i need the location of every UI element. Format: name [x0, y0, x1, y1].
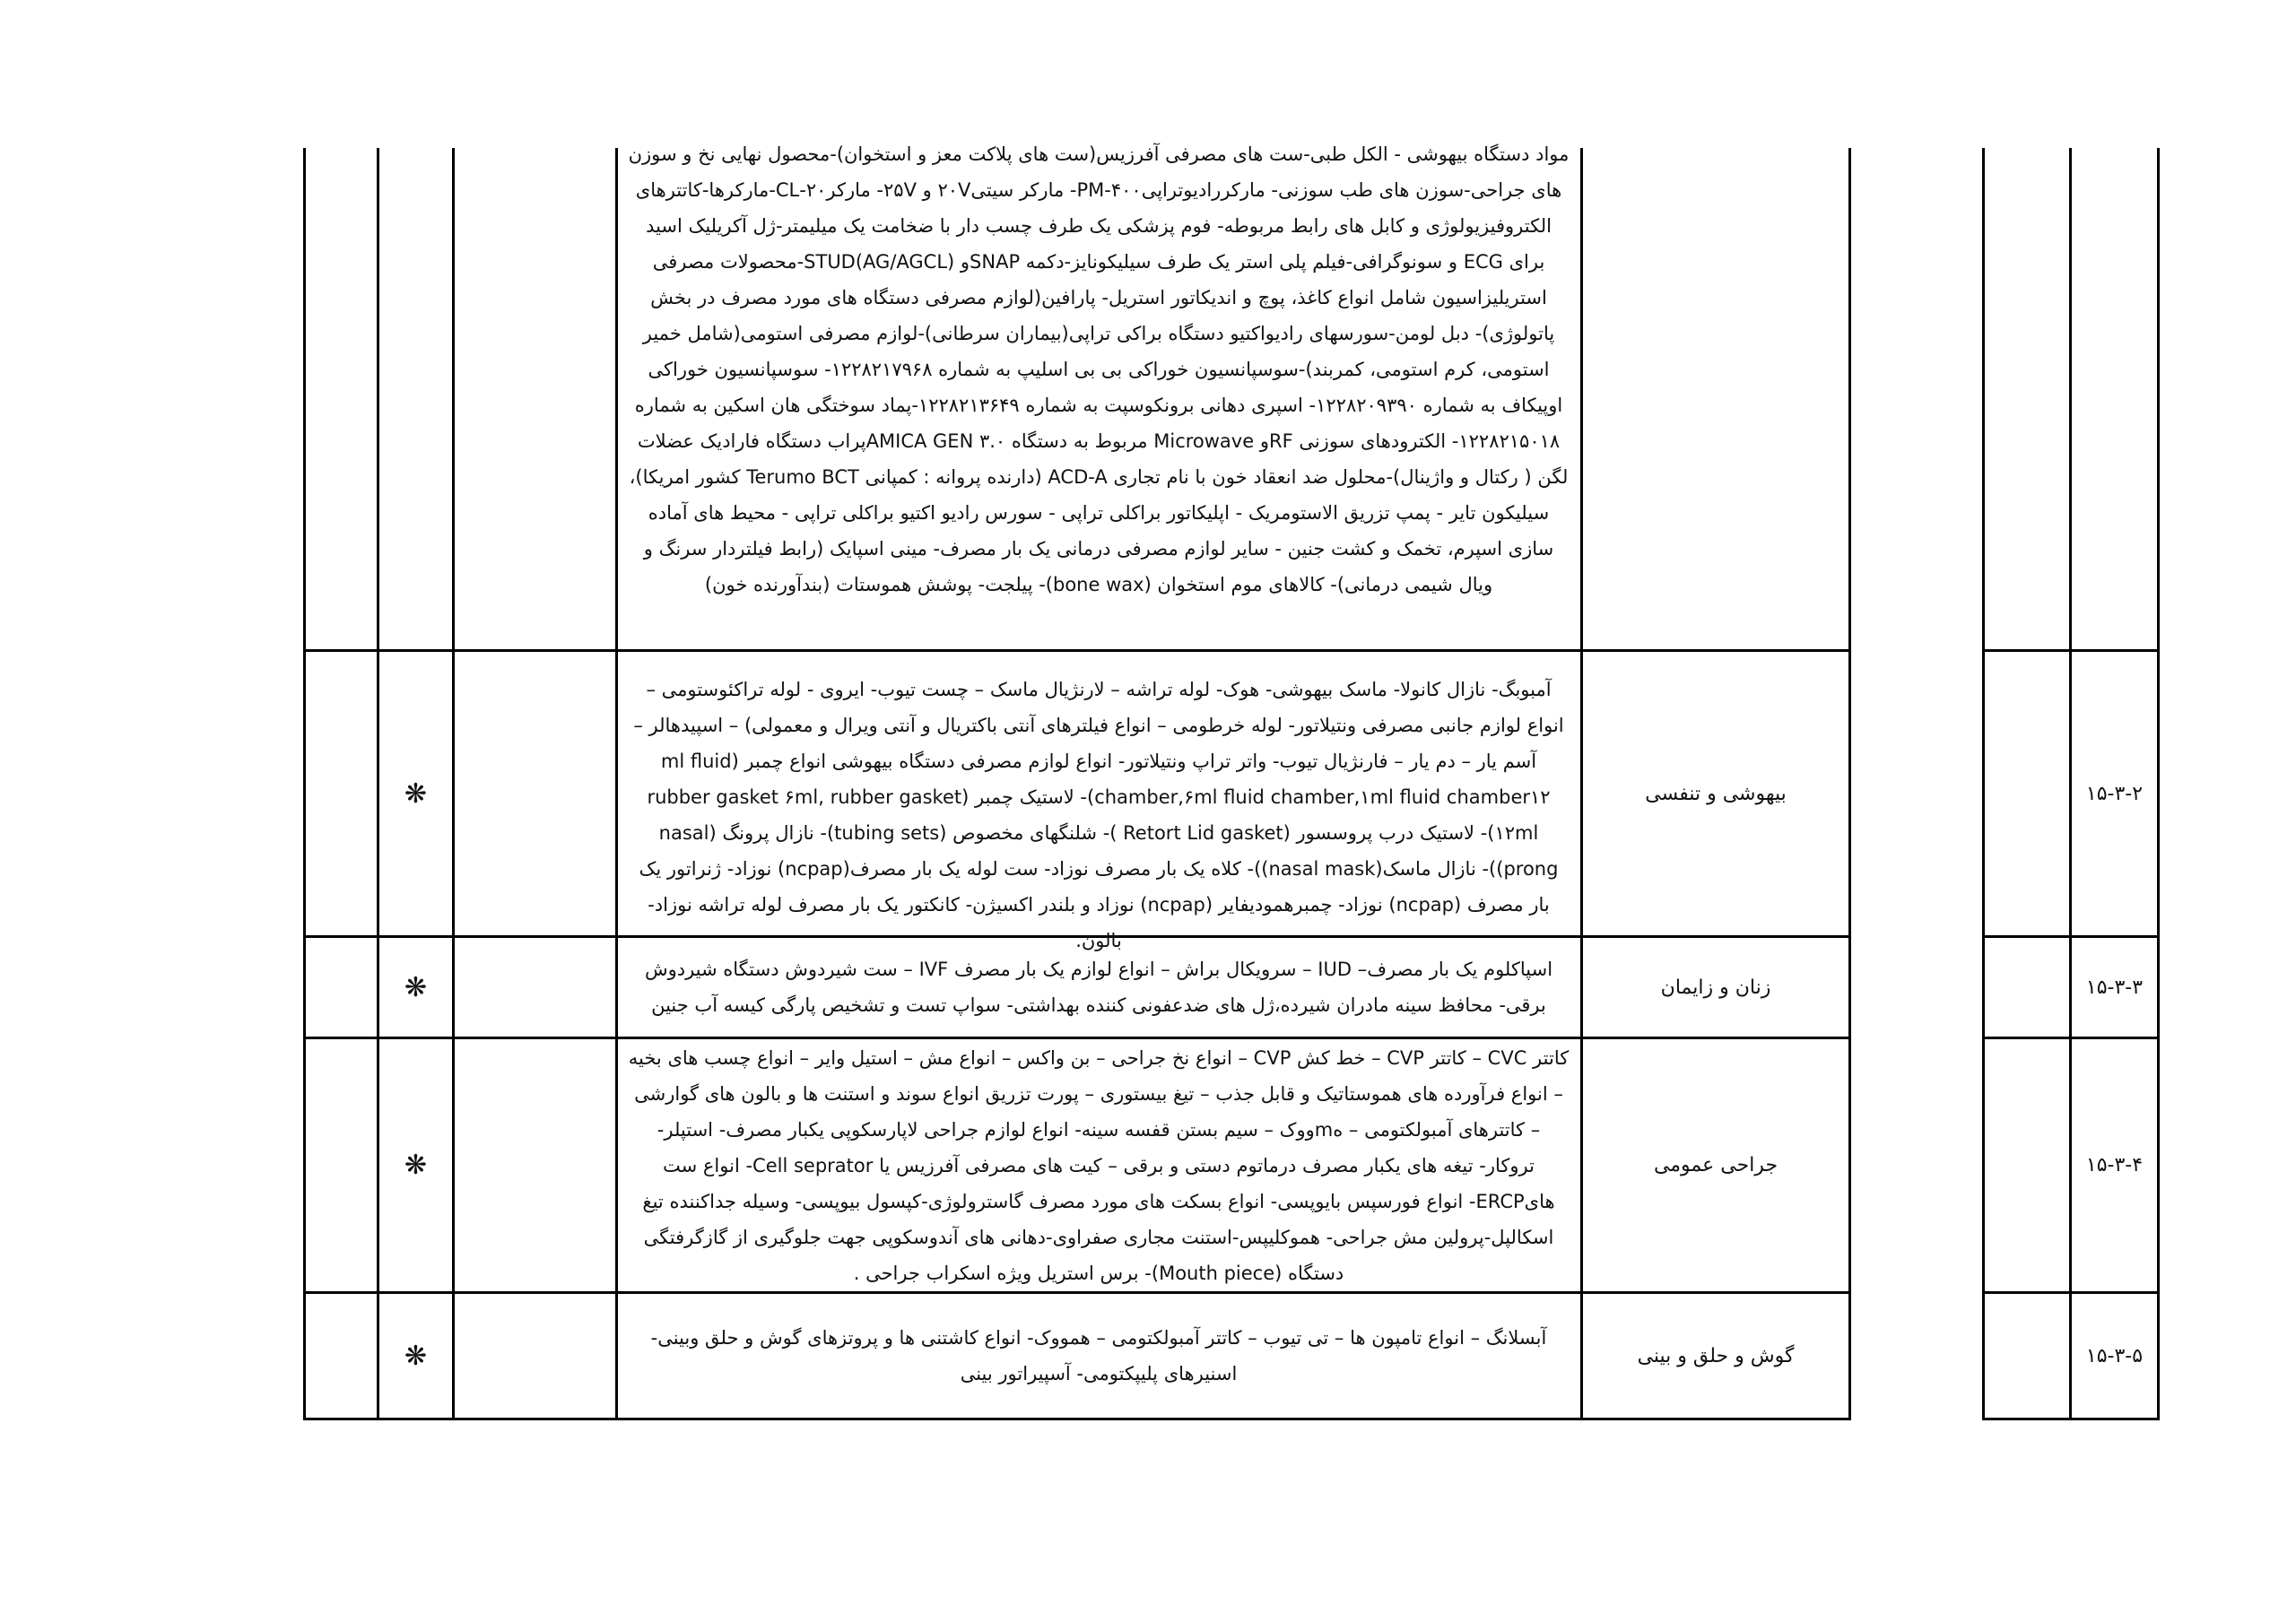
code-table-border-right [2157, 148, 2160, 1420]
table-row [619, 1294, 1578, 1418]
category-cell [1583, 652, 1848, 935]
table-border-bottom [303, 1418, 1851, 1420]
category-label: گوش و حلق و بینی [1637, 1344, 1795, 1367]
code-label: ۱۵-۳-۳ [2085, 976, 2144, 999]
description-cell: مواد دستگاه بیهوشی - الکل طبی-ست های مصرفی آفرزیس(ست های پلاکت معز و استخوان)-محصول نهایی نخ و سوزن های جراحی-سوزن های طب سوزنی- مارکررادیوتراپی۴۰۰-PM- مارکر سیتی۲۰V و ۲۵V- مارکر۲۰-CL-مارکرها-کاتترهای الکتروفیزیولوژی و کابل های رابط مربوطه- فوم پزشکی یک طرف چسب دار با ضخامت یک میلیمتر-ژل آکریلیک اسید برای ECG و سونوگرافی-فیلم پلی استر یک طرف سیلیکونایز-دکمه SNAPو STUD(AG/AGCL)-محصولات مصرفی استریلیزاسیون شامل انواع کاغذ، پوچ و اندیکاتور استریل- پارافین(لوازم مصرفی دستگاه های مورد مصرف در بخش پاتولوژی)- دبل لومن-سورسهای رادیواکتیو دستگاه براکی تراپی(بیماران سرطانی)-لوازم مصرفی استومی(شامل خمیر استومی، کرم استومی، کمربند)-سوسپانسیون خوراکی بی بی اسلیپ به شماره ۱۲۲۸۲۱۷۹۶۸- سوسپانسیون خوراکی اوپیکاف به شماره ۱۲۲۸۲۰۹۳۹۰- اسپری دهانی برونکوسپت به شماره ۱۲۲۸۲۱۳۶۴۹-پماد سوختگی هان اسکین به شماره ۱۲۲۸۲۱۵۰۱۸- الکترودهای سوزنی RFو Microwave مربوط به دستگاه AMICA GEN ۳.۰پراب دستگاه فارادیک عضلات لگن ( رکتال و واژینال)-محلول ضد انعقاد خون با نام تجاری ACD-A (دارنده پروانه : کمپانی Terumo BCT کشور امریکا)، سیلیکون تایر - پمپ تزریق الاستومریک - اپلیکاتور براکلی تراپی - سورس رادیو اکتیو براکلی تراپی - محیط های آماده سازی اسپرم، تخمک و کشت جنین - سایر لوازم مصرفی درمانی یک بار مصرف- مینی اسپایک (رابط فیلتردار سرنگ و ویال شیمی درمانی)- کالاهای موم استخوان (bone wax)- پیلجت- پوشش هموستات (بندآورنده خون) [628, 143, 1570, 595]
asterisk-flower-icon: ❋ [404, 971, 428, 1003]
column-divider [615, 148, 618, 1420]
code-cell [2072, 938, 2157, 1037]
asterisk-flower-icon: ❋ [404, 777, 428, 810]
table-row [619, 135, 1578, 649]
column-divider [452, 148, 455, 1420]
mark-cell [379, 1294, 452, 1418]
description-cell: آبسلانگ – انواع تامپون ها – تی تیوب – کاتتر آمبولکتومی – همووک- انواع کاشتنی ها و پروتزهای گوش و حلق وبینی- اسنیرهای پلیپکتومی- آسپیراتور بینی [650, 1327, 1547, 1384]
code-label: ۱۵-۳-۵ [2085, 1344, 2144, 1367]
description-cell: آمبوبگ- نازال کانولا- ماسک بیهوشی- هوک- لوله تراشه – لارنژیال ماسک – چست تیوب- ایروی - لوله تراکئوستومی – انواع لوازم جانبی مصرفی ونتیلاتور- لوله خرطومی – انواع فیلترهای آنتی باکتریال و آنتی ویرال و معمولی) – اسپیدهالر – آسم یار – دم یار – فارنژیال تیوب- واتر تراپ ونتیلاتور- انواع لوازم مصرفی دستگاه بیهوشی انواع چمبر (ml fluid chamber,۶ml fluid chamber,۱ml fluid chamber۱۲)- لاستیک چمبر (rubber gasket ۶ml, rubber gasket ۱۲ml)- لاستیک درب پروسسور (Retort Lid gasket )- شلنگهای مخصوص (tubing sets)- نازال پرونگ (nasal prong))- نازال ماسک(nasal mask))- کلاه یک بار مصرف نوزاد- ست لوله یک بار مصرف(ncpap) نوزاد- ژنراتور یک بار مصرف (ncpap) نوزاد- چمبرهمودیفایر (ncpap) نوزاد و بلندر اکسیژن- کانکتور یک بار مصرف لوله تراشه نوزاد- بالون. [633, 679, 1564, 951]
table-border-left [303, 148, 306, 1420]
table-row [619, 1039, 1578, 1291]
mark-cell [379, 1039, 452, 1291]
description-cell: اسپاکلوم یک بار مصرف– IUD – سرویکال براش – انواع لوازم یک بار مصرف IVF – ست شیردوش دستگاه شیردوش برقی- محافظ سینه مادران شیرده،ژل های ضدعفونی کننده بهداشتی- سواپ تست و تشخیص پارگی کیسه آب جنین [644, 959, 1553, 1016]
table-row [619, 652, 1578, 951]
category-cell [1583, 1039, 1848, 1291]
category-label: بیهوشی و تنفسی [1645, 782, 1787, 805]
code-label: ۱۵-۳-۴ [2085, 1154, 2144, 1176]
category-cell [1583, 938, 1848, 1037]
mark-cell [379, 938, 452, 1037]
mark-cell [379, 652, 452, 935]
code-table-border-bottom [1982, 1418, 2160, 1420]
table-row [619, 938, 1578, 1037]
code-table-border-left [1982, 148, 1985, 1420]
code-cell [2072, 1039, 2157, 1291]
table-border-right [1848, 148, 1851, 1420]
code-cell [2072, 1294, 2157, 1418]
category-label: زنان و زایمان [1660, 976, 1771, 999]
category-cell [1583, 1294, 1848, 1418]
asterisk-flower-icon: ❋ [404, 1340, 428, 1372]
asterisk-flower-icon: ❋ [404, 1150, 428, 1181]
category-label: جراحی عمومی [1653, 1154, 1779, 1176]
description-cell: کاتتر CVC – کاتتر CVP – خط کش CVP – انواع نخ جراحی – بن واکس – انواع مش – استیل وایر – انواع چسب های بخیه – انواع فرآورده های هموستاتیک و قابل جذب – تیغ بیستوری – پورت تزریق انواع سوند و استنت ها و بالون های گوارشی – کاتترهای آمبولکتومی – هmووک – سیم بستن قفسه سینه- انواع لوازم جراحی لاپارسکوپی یکبار مصرف- استپلر- تروکار- تیغه های یکبار مصرف درماتوم دستی و برقی – کیت های مصرفی آفرزیس یا Cell seprator- انواع ست هایERCP- انواع فورسپس بایوپسی- انواع بسکت های مورد مصرف گاسترولوژی-کپسول بیوپسی- وسیله جداکننده تیغ اسکالپل-پرولین مش جراحی- هموکلیپس-استنت مجاری صفراوی-دهانی های آندوسکوپی جهت جلوگیری از گازگرفتگی دستگاه (Mouth piece)- برس استریل ویژه اسکراب جراحی . [628, 1046, 1570, 1284]
code-cell [2072, 652, 2157, 935]
code-label: ۱۵-۳-۲ [2085, 782, 2144, 805]
